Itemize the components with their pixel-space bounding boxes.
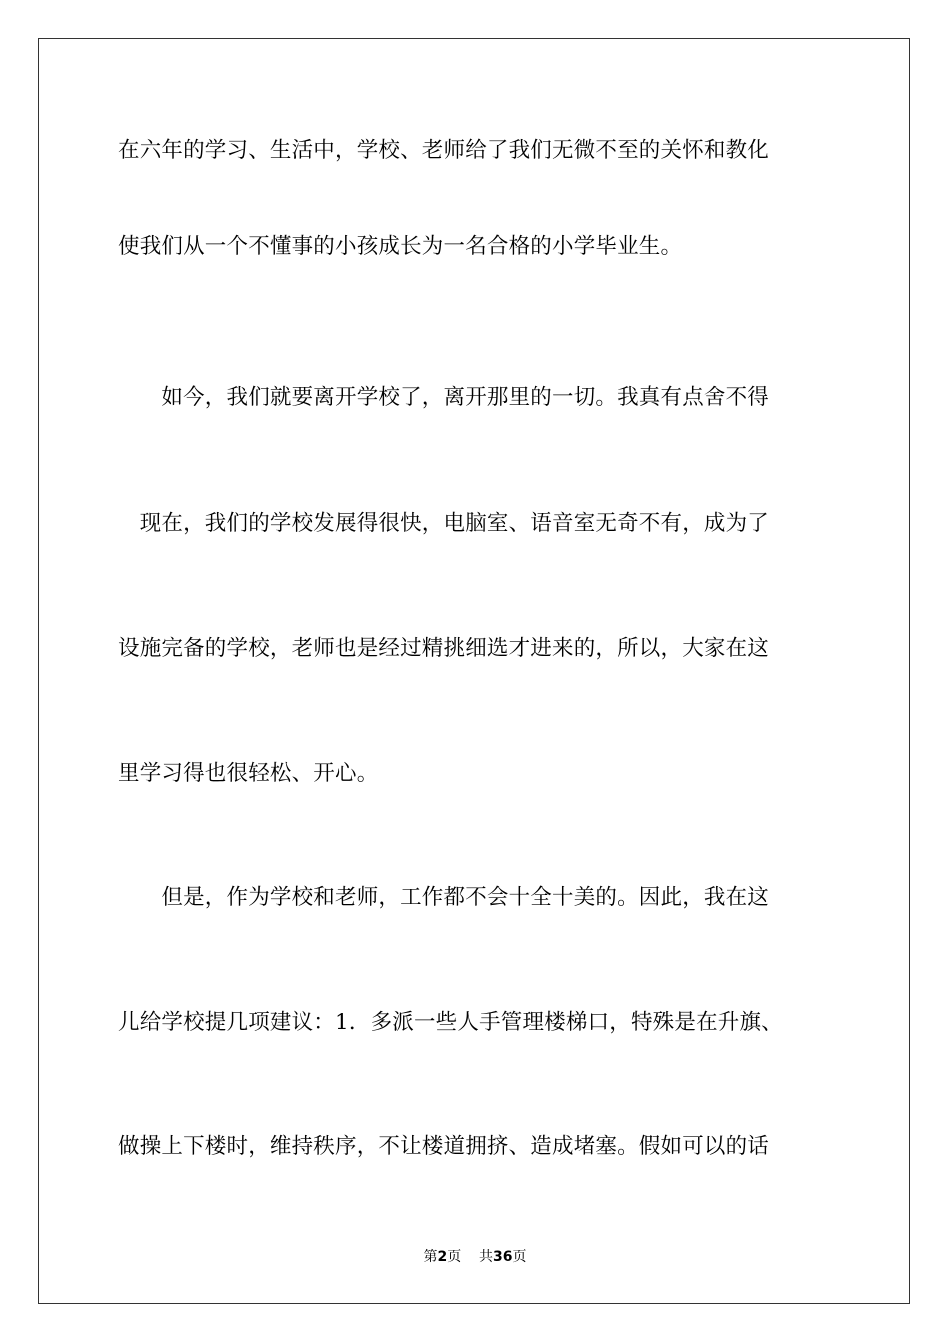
body-text-line-8: 儿给学校提几项建议：1．多派一些人手管理楼梯口，特殊是在升旗、 bbox=[118, 1010, 783, 1035]
footer-page-suffix: 页 bbox=[447, 1249, 462, 1265]
body-text-line-2: 使我们从一个不懂事的小孩成长为一名合格的小学毕业生。 bbox=[118, 234, 683, 259]
body-text-line-5: 设施完备的学校，老师也是经过精挑细选才进来的，所以，大家在这 bbox=[118, 636, 770, 661]
footer-page-number: 2 bbox=[437, 1249, 448, 1265]
page-border bbox=[38, 38, 910, 1304]
body-text-line-9: 做操上下楼时，维持秩序，不让楼道拥挤、造成堵塞。假如可以的话 bbox=[118, 1134, 770, 1159]
footer-total-prefix: 共 bbox=[479, 1249, 494, 1265]
footer-page-prefix: 第 bbox=[423, 1249, 438, 1265]
body-text-line-7: 但是，作为学校和老师，工作都不会十全十美的。因此，我在这 bbox=[118, 885, 770, 910]
footer-total-suffix: 页 bbox=[512, 1249, 527, 1265]
footer-total-number: 36 bbox=[493, 1249, 513, 1265]
body-text-line-3: 如今，我们就要离开学校了，离开那里的一切。我真有点舍不得 bbox=[118, 385, 770, 410]
body-text-line-4: 现在，我们的学校发展得很快，电脑室、语音室无奇不有，成为了 bbox=[118, 511, 770, 536]
body-text-line-6: 里学习得也很轻松、开心。 bbox=[118, 761, 379, 786]
page-footer bbox=[0, 1248, 950, 1266]
body-text-line-1: 在六年的学习、生活中，学校、老师给了我们无微不至的关怀和教化 bbox=[118, 138, 770, 163]
